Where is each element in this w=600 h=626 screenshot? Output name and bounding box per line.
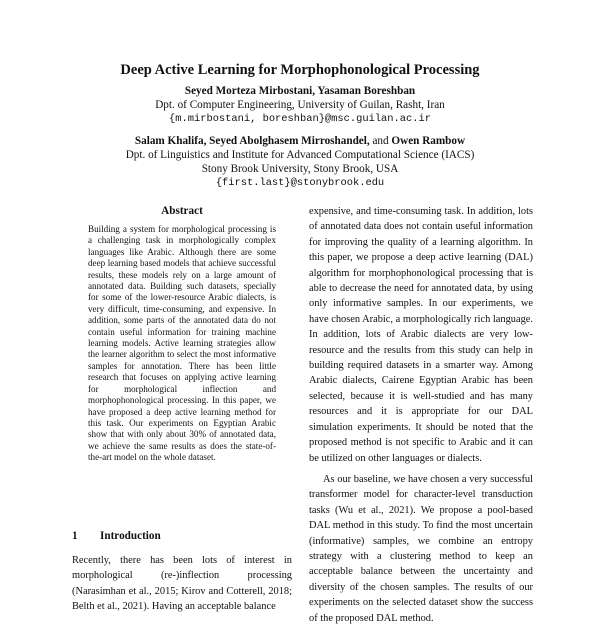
right-column-paragraph-2: As our baseline, we have chosen a very successful transformer model for character-level transduction tasks (Wu et al., 2021). We propose a pool-based DAL method in this study. To find the most uncertain (informative) samples, we combine an entropy strategy with a clustering method to keep an acceptable balance between the uncertainty and diversity of the chosen samples. The results of our experiments on the selected dataset show the success of the proposed DAL method. xyxy=(309,473,533,624)
author-names-group-1: Seyed Morteza Mirbostani, Yasaman Boreshban xyxy=(184,85,416,97)
section-heading-introduction xyxy=(72,530,161,542)
right-column xyxy=(309,204,533,626)
section-number: 1 xyxy=(72,530,78,542)
email-group-2: {first.last}@stonybrook.edu xyxy=(215,177,385,189)
email-group-1: {m.mirbostani, boreshban}@msc.guilan.ac.ir xyxy=(169,113,431,125)
author-names-group-2-first: Salam Khalifa, Seyed Abolghasem Mirroshandel, xyxy=(134,135,370,147)
affiliation-group-1: Dpt. of Computer Engineering, University of Guilan, Rasht, Iran xyxy=(155,99,445,111)
paper-title: Deep Active Learning for Morphophonological Processing xyxy=(120,62,480,78)
university-group-2: Stony Brook University, Stony Brook, USA xyxy=(201,163,399,175)
introduction-text: Recently, there has been lots of interest in morphological (re-)inflection processing (Narasimhan et al., 2015; Kirov and Cotterell, 2018; Belth et al., 2021). Having an acceptable balance xyxy=(72,555,292,613)
author-names-group-2-last: Owen Rambow xyxy=(391,135,466,147)
abstract-text: Building a system for morphological processing is a challenging task in morphologically complex languages like Arabic. Although there are some deep learning based models that achieve successful results, these models rely on a large amount of annotated data. Building such datasets, specially for some of the lower-resource Arabic dialects, is very difficult, time-consuming, and expensive. In addition, some parts of the annotated data do not contain useful information for training machine learning models. Active learning strategies allow the learner algorithm to select the most informative samples for annotation. There has been little research that focuses on applying active learning for morphological inflection and morphophonological processing. In this paper, we have proposed a deep active learning method for this task. Our experiments on Egyptian Arabic show that with only about 30% of annotated data, we achieve the same results as does the state-of-the-art model on the whole dataset. xyxy=(88,224,276,463)
author-conjunction: and xyxy=(372,135,389,147)
abstract-heading: Abstract xyxy=(161,205,203,217)
author-names-group-2 xyxy=(0,135,600,148)
right-column-paragraph-1: expensive, and time-consuming task. In addition, lots of annotated data does not contain useful information for improving the quality of a learning algorithm. In this paper, we propose a deep active learning (DAL) algorithm for morphophonological processing that is able to decrease the need for annotated data, by using only informative samples. In our experiments, we have chosen Arabic, a morphologically rich language. In addition, lots of Arabic dialects are very low-resource and the results from this study can help in building required datasets in a smarter way. Among Arabic dialects, Cairene Egyptian Arabic has been selected, because it is well-studied and has many resources and it is appropriate for our DAL simulation experiments. It should be noted that the proposed method is not specific to Arabic and it can be utilized on other languages or dialects. xyxy=(309,206,533,464)
affiliation-group-2: Dpt. of Linguistics and Institute for Advanced Computational Science (IACS) xyxy=(125,149,475,161)
section-title: Introduction xyxy=(100,530,161,542)
